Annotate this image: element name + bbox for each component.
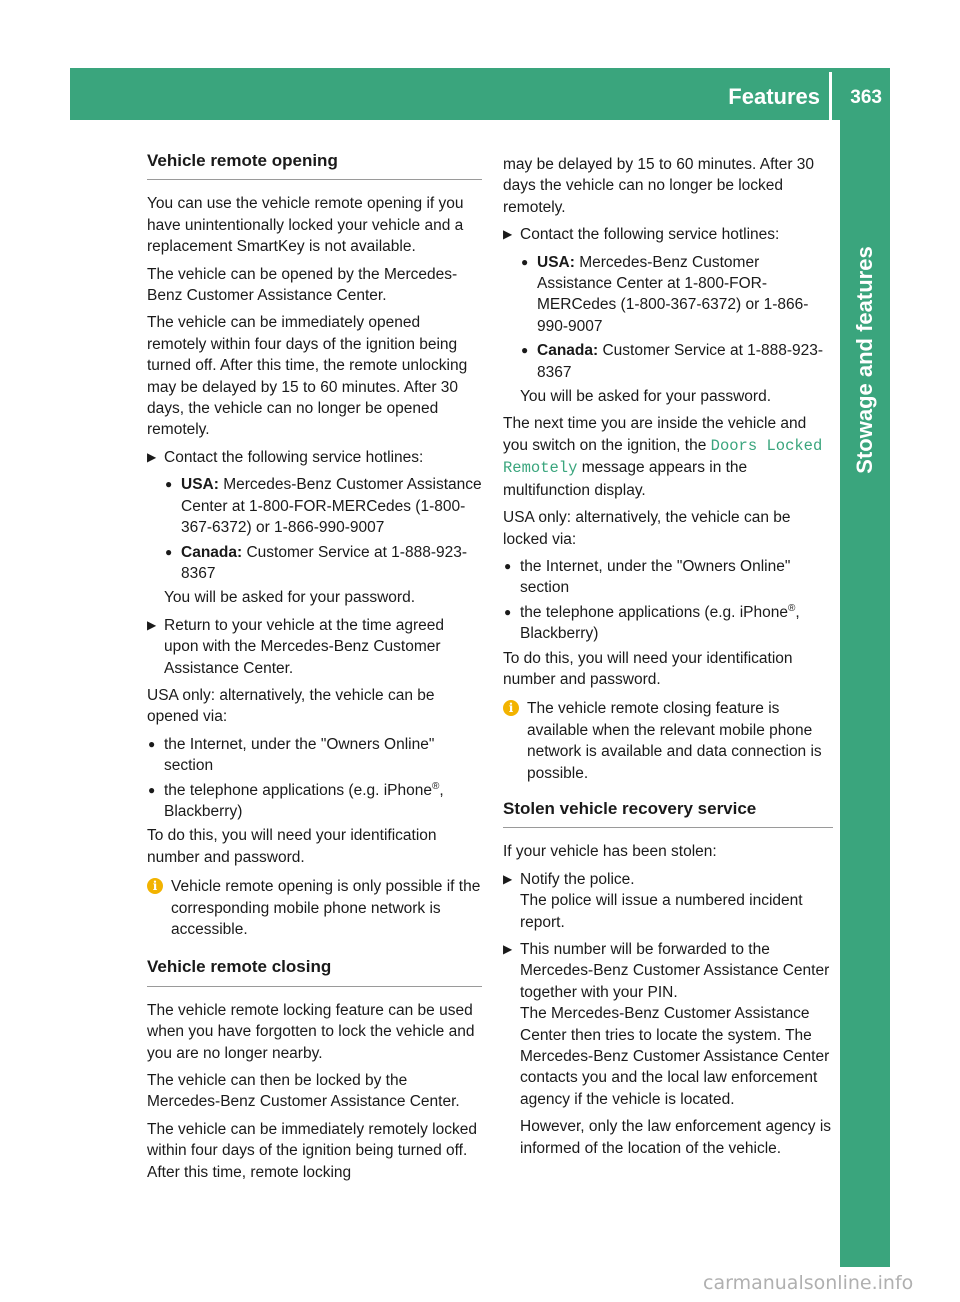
- paragraph: USA only: alternatively, the vehicle can be locked via:: [503, 509, 791, 548]
- paragraph: The vehicle can be opened by the Mercedes-Benz Customer Assistance Center.: [147, 265, 458, 305]
- hotline-canada: Customer Service at 1-888-923-8367: [181, 543, 468, 582]
- header-divider: [829, 72, 832, 120]
- list-text: the Internet, under the "Owners Online" section: [520, 557, 791, 597]
- list-item: [503, 556, 833, 599]
- step-text: Notify the police.: [520, 870, 635, 888]
- step-item: [503, 224, 833, 245]
- watermark: carmanualsonline.info: [703, 1272, 914, 1294]
- page-number: 363: [850, 87, 882, 108]
- step-text: This number will be forwarded to the Mercedes-Benz Customer Assistance Center together with your PIN.: [520, 941, 830, 1001]
- hotline-list: [147, 474, 482, 584]
- chapter-side-tab: [840, 120, 890, 1267]
- paragraph: may be delayed by 15 to 60 minutes. After 30 days the vehicle can no longer be locked remotely.: [503, 156, 815, 216]
- paragraph: [503, 413, 833, 501]
- paragraph: To do this, you will need your identification number and password.: [147, 827, 437, 866]
- info-note: [503, 698, 833, 784]
- password-note: You will be asked for your password.: [520, 388, 772, 406]
- label-usa: USA:: [537, 253, 575, 271]
- bullet-icon: ●: [504, 558, 512, 573]
- list-text: , Blackberry): [164, 781, 444, 820]
- paragraph: To do this, you will need your identification number and password.: [503, 649, 793, 688]
- section-title: Features: [728, 84, 820, 109]
- chapter-title: Stowage and features: [852, 246, 877, 474]
- registered-mark: ®: [788, 602, 796, 614]
- note-text: Vehicle remote opening is only possible if the corresponding mobile phone network is accessible.: [171, 878, 481, 938]
- paragraph: If your vehicle has been stolen:: [503, 843, 717, 861]
- heading-stolen-vehicle: Stolen vehicle recovery service: [503, 798, 833, 828]
- list-item: [520, 340, 833, 383]
- list-text: the telephone applications (e.g. iPhone: [520, 603, 789, 621]
- list-item: [520, 252, 833, 338]
- list-text: , Blackberry): [520, 603, 800, 643]
- step-result: However, only the law enforcement agency is informed of the location of the vehicle.: [520, 1118, 832, 1157]
- hotline-usa: Mercedes-Benz Customer Assistance Center at 1-800-FOR-MERCedes (1-800-367-6372) or 1-866-990-9007: [537, 253, 809, 335]
- bullet-icon: ●: [148, 736, 156, 751]
- step-item: [503, 939, 833, 1159]
- arrow-right-icon: ▶: [147, 449, 157, 464]
- arrow-right-icon: ▶: [503, 942, 513, 956]
- info-icon: i: [147, 878, 163, 894]
- step-result: The police will issue a numbered incident report.: [520, 892, 803, 931]
- label-canada: Canada:: [537, 342, 599, 360]
- list-item: [503, 602, 833, 645]
- step-item: [147, 615, 482, 679]
- paragraph-text: The next time you are inside the vehicle and you switch on the ignition, the: [503, 415, 807, 454]
- bullet-icon: ●: [521, 343, 529, 358]
- arrow-right-icon: ▶: [503, 871, 513, 886]
- info-note: [147, 876, 482, 940]
- step-item: [147, 447, 482, 468]
- step-result: The Mercedes-Benz Customer Assistance Center then tries to locate the system. The Mercedes-Benz Customer Assistance Center contacts you and the local law enforcement agency if the vehicle is located.: [520, 1005, 830, 1108]
- right-column: [503, 154, 833, 1165]
- paragraph: You can use the vehicle remote opening if you have unintentionally locked your vehicle and a replacement SmartKey is not available.: [147, 195, 464, 256]
- list-text: the Internet, under the "Owners Online" section: [164, 735, 435, 775]
- list-item: [164, 474, 482, 538]
- paragraph: The vehicle remote locking feature can be used when you have forgotten to lock the vehicle and you are no longer nearby.: [147, 1001, 475, 1062]
- info-icon: i: [503, 700, 519, 716]
- paragraph: The vehicle can be immediately remotely locked within four days of the ignition being turned off. After this time, remote locking: [147, 1120, 477, 1181]
- list-text: the telephone applications (e.g. iPhone: [164, 781, 433, 799]
- paragraph: The vehicle can then be locked by the Mercedes-Benz Customer Assistance Center.: [147, 1072, 460, 1111]
- arrow-right-icon: ▶: [503, 227, 513, 242]
- list-item: [164, 542, 482, 585]
- arrow-right-icon: ▶: [147, 617, 157, 632]
- bullet-icon: ●: [148, 782, 156, 797]
- step-text: Contact the following service hotlines:: [520, 226, 780, 244]
- left-column: [147, 150, 482, 1189]
- registered-mark: ®: [432, 780, 440, 792]
- display-message: Doors Locked Remotely: [503, 436, 823, 478]
- bullet-icon: ●: [521, 254, 529, 269]
- chapter-marker: [850, 873, 890, 940]
- hotline-list: [503, 252, 833, 383]
- list-item: [147, 780, 482, 823]
- bullet-icon: ●: [165, 477, 173, 492]
- paragraph-text: message appears in the multifunction display.: [503, 459, 748, 499]
- bullet-icon: ●: [165, 544, 173, 559]
- note-text: The vehicle remote closing feature is available when the relevant mobile phone network is available and data connection is possible.: [527, 700, 822, 782]
- page-header: [70, 68, 890, 120]
- label-canada: Canada:: [181, 543, 243, 561]
- step-text: Return to your vehicle at the time agreed upon with the Mercedes-Benz Customer Assistance Center.: [164, 616, 445, 677]
- hotline-canada: Customer Service at 1-888-923-8367: [537, 342, 824, 381]
- heading-remote-closing: Vehicle remote closing: [147, 956, 482, 986]
- heading-remote-opening: Vehicle remote opening: [147, 150, 482, 180]
- list-item: [147, 734, 482, 777]
- step-item: [503, 869, 833, 933]
- password-note: You will be asked for your password.: [164, 589, 416, 607]
- bullet-icon: ●: [504, 604, 512, 619]
- label-usa: USA:: [181, 476, 219, 494]
- paragraph: The vehicle can be immediately opened remotely within four days of the ignition being turned off. After this time, the remote unlocking may be delayed by 15 to 60 minutes. After 30 days, the vehicle can no longer be opened remotely.: [147, 314, 468, 439]
- paragraph: USA only: alternatively, the vehicle can be opened via:: [147, 686, 435, 726]
- hotline-usa: Mercedes-Benz Customer Assistance Center at 1-800-FOR-MERCedes (1-800-367-6372) or 1-866-990-9007: [181, 476, 482, 537]
- step-text: Contact the following service hotlines:: [164, 448, 424, 466]
